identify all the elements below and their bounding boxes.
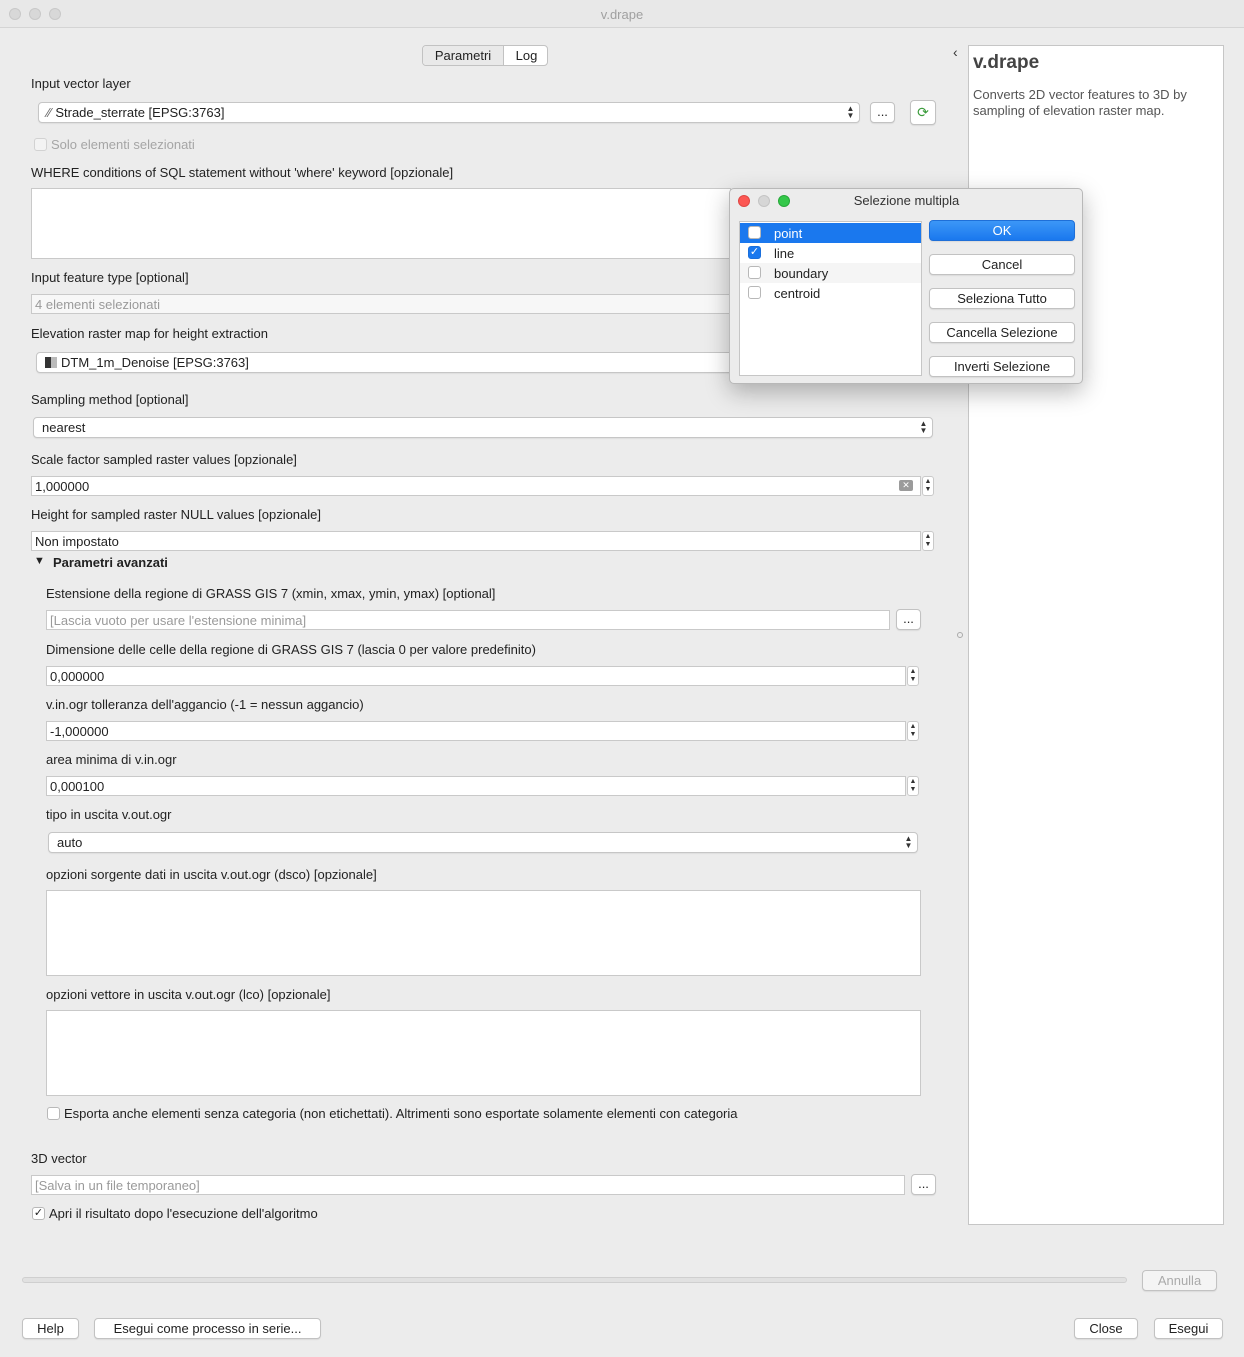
input-vector-combo[interactable]: [38, 102, 860, 123]
checkmark-icon: ✓: [749, 246, 760, 258]
list-item-label: point: [774, 226, 803, 241]
list-item-label: line: [774, 246, 795, 261]
combo-arrows-icon: ▲ ▼: [846, 104, 855, 120]
output-browse-button[interactable]: ...: [911, 1174, 936, 1195]
help-description: Converts 2D vector features to 3D by sampling of elevation raster map.: [973, 87, 1187, 118]
snap-input[interactable]: [46, 721, 906, 741]
clear-icon[interactable]: ✕: [899, 480, 913, 491]
selected-only-label: Solo elementi selezionati: [51, 137, 195, 152]
tab-log[interactable]: Log: [515, 48, 538, 63]
open-result-label: Apri il risultato dopo l'esecuzione dell'algoritmo: [49, 1206, 318, 1221]
multi-select-dialog: [729, 188, 1083, 384]
combo-arrows-icon: ▲ ▼: [904, 834, 913, 850]
list-item-point[interactable]: [740, 223, 921, 243]
tab-bar: [422, 45, 548, 66]
list-item-line[interactable]: [740, 243, 921, 263]
help-button[interactable]: Help: [22, 1318, 79, 1339]
invert-selection-button[interactable]: Inverti Selezione: [929, 356, 1075, 377]
min-area-spinner[interactable]: ▲ ▼: [907, 776, 919, 796]
region-ext-label: Estensione della regione di GRASS GIS 7 (xmin, xmax, ymin, ymax) [optional]: [46, 586, 496, 601]
out-type-value: auto: [57, 835, 83, 850]
scale-value: 1,000000: [35, 479, 90, 494]
point-checkbox[interactable]: [748, 226, 761, 239]
clear-selection-button[interactable]: Cancella Selezione: [929, 322, 1075, 343]
list-item-boundary[interactable]: [740, 263, 921, 283]
refresh-green-icon: ⟳: [917, 104, 929, 120]
snap-label: v.in.ogr tolleranza dell'aggancio (-1 = nessun aggancio): [46, 697, 364, 712]
lco-label: opzioni vettore in uscita v.out.ogr (lco) [opzionale]: [46, 987, 331, 1002]
input-vector-browse-button[interactable]: ...: [870, 102, 895, 123]
tab-parametri[interactable]: Parametri: [423, 46, 504, 65]
list-item-label: boundary: [774, 266, 829, 281]
dialog-title: Selezione multipla: [853, 193, 960, 208]
advanced-section-header[interactable]: Parametri avanzati: [53, 555, 168, 570]
lco-textarea[interactable]: [46, 1010, 921, 1096]
elevation-combo[interactable]: [36, 352, 736, 373]
out-type-combo[interactable]: [48, 832, 918, 853]
cell-size-label: Dimensione delle celle della regione di GRASS GIS 7 (lascia 0 per valore predefinito): [46, 642, 536, 657]
min-area-input[interactable]: [46, 776, 906, 796]
collapse-help-icon[interactable]: ‹: [953, 44, 958, 60]
elevation-value: DTM_1m_Denoise [EPSG:3763]: [61, 355, 249, 370]
scale-input[interactable]: [31, 476, 921, 496]
feature-type-field[interactable]: 4 elementi selezionati: [31, 294, 731, 314]
null-height-input[interactable]: [31, 531, 921, 551]
null-height-value: Non impostato: [35, 534, 119, 549]
elevation-label: Elevation raster map for height extraction: [31, 326, 269, 341]
splitter-handle-icon[interactable]: [957, 632, 963, 638]
input-vector-value: Strade_sterrate [EPSG:3763]: [55, 105, 225, 120]
cell-size-input[interactable]: [46, 666, 906, 686]
centroid-checkbox[interactable]: [748, 286, 761, 299]
expand-triangle-icon[interactable]: ▼: [34, 555, 45, 567]
cell-size-value: 0,000000: [50, 669, 105, 684]
line-checkbox[interactable]: [748, 246, 761, 259]
where-label: WHERE conditions of SQL statement without 'where' keyword [opzionale]: [31, 165, 454, 180]
close-button[interactable]: Close: [1074, 1318, 1138, 1339]
select-all-button[interactable]: Seleziona Tutto: [929, 288, 1075, 309]
min-area-value: 0,000100: [50, 779, 105, 794]
open-result-checkbox[interactable]: [32, 1207, 45, 1220]
null-height-label: Height for sampled raster NULL values [opzionale]: [31, 507, 321, 522]
iterate-button[interactable]: [910, 100, 936, 125]
type-list: [739, 221, 922, 376]
output-placeholder: [Salva in un file temporaneo]: [35, 1178, 200, 1193]
snap-value: -1,000000: [50, 724, 109, 739]
scale-spinner[interactable]: ▲ ▼: [922, 476, 934, 496]
cell-size-spinner[interactable]: ▲ ▼: [907, 666, 919, 686]
region-ext-browse-button[interactable]: ...: [896, 609, 921, 630]
scale-label: Scale factor sampled raster values [opzionale]: [31, 452, 297, 467]
vector-line-icon: ⁄⁄: [47, 105, 52, 120]
snap-spinner[interactable]: ▲ ▼: [907, 721, 919, 741]
batch-button[interactable]: Esegui come processo in serie...: [94, 1318, 321, 1339]
export-nocat-checkbox[interactable]: [47, 1107, 60, 1120]
list-item-label: centroid: [774, 286, 821, 301]
where-textarea[interactable]: [31, 188, 731, 259]
dsco-textarea[interactable]: [46, 890, 921, 976]
combo-arrows-icon: ▲ ▼: [919, 419, 928, 435]
min-area-label: area minima di v.in.ogr: [46, 752, 177, 767]
run-button[interactable]: Esegui: [1154, 1318, 1223, 1339]
raster-icon: [45, 357, 57, 368]
cancel-run-button[interactable]: Annulla: [1142, 1270, 1217, 1291]
dsco-label: opzioni sorgente dati in uscita v.out.ogr (dsco) [opzionale]: [46, 867, 377, 882]
null-height-spinner[interactable]: ▲ ▼: [922, 531, 934, 551]
out-type-label: tipo in uscita v.out.ogr: [46, 807, 172, 822]
sampling-label: Sampling method [optional]: [31, 392, 189, 407]
selected-only-checkbox[interactable]: [34, 138, 47, 151]
boundary-checkbox[interactable]: [748, 266, 761, 279]
output-label: 3D vector: [31, 1151, 87, 1166]
sampling-value: nearest: [42, 420, 86, 435]
checkmark-icon: ✓: [33, 1207, 44, 1219]
export-nocat-label: Esporta anche elementi senza categoria (non etichettati). Altrimenti sono esportate solamente elementi con categoria: [64, 1106, 738, 1121]
ok-button[interactable]: OK: [929, 220, 1075, 241]
window-titlebar: [0, 0, 1244, 28]
window-title: v.drape: [600, 7, 644, 22]
feature-type-label: Input feature type [optional]: [31, 270, 189, 285]
dialog-cancel-button[interactable]: Cancel: [929, 254, 1075, 275]
sampling-combo[interactable]: [33, 417, 933, 438]
region-ext-placeholder: [Lascia vuoto per usare l'estensione minima]: [50, 613, 307, 628]
input-vector-label: Input vector layer: [31, 76, 131, 91]
help-title: v.drape: [973, 52, 1040, 73]
list-item-centroid[interactable]: [740, 283, 921, 303]
output-input[interactable]: [31, 1175, 905, 1195]
progress-bar: [22, 1277, 1127, 1283]
region-ext-input[interactable]: [46, 610, 890, 630]
